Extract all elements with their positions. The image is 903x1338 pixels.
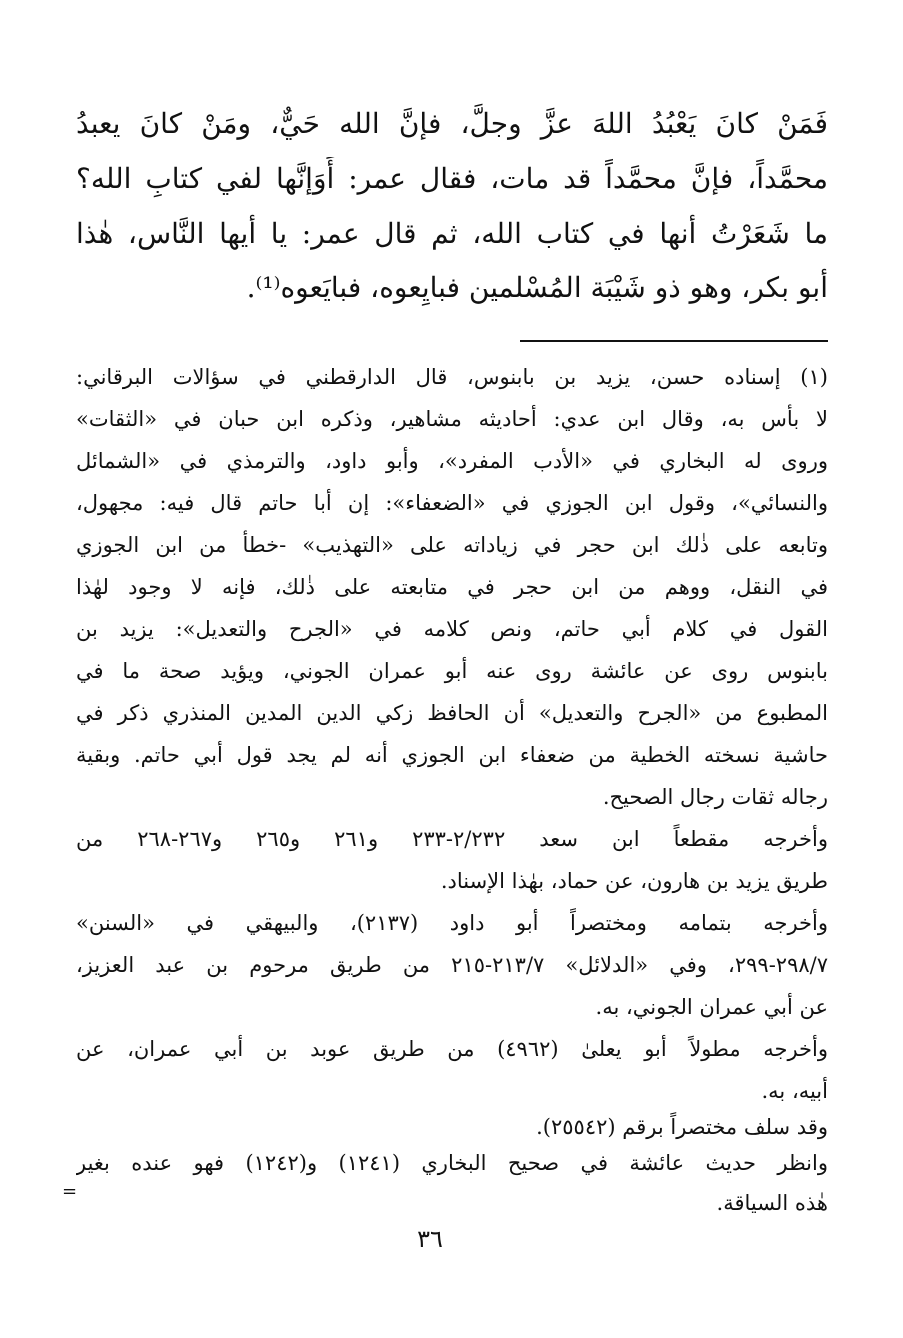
footnote-line: وتابعه على ذٰلك ابن حجر في زياداته على «التهذيب» -خطأ من ابن الجوزي	[76, 533, 828, 557]
footnote-separator	[520, 340, 828, 342]
footnote-line: ٢٩٨/٧-٢٩٩، وفي «الدلائل» ٢١٣/٧-٢١٥ من طريق مرحوم بن عبد العزيز،	[76, 953, 828, 977]
footnote-line: عن أبي عمران الجوني، به.	[595, 995, 828, 1019]
footnote-line: وأخرجه مقطعاً ابن سعد ٢/٢٣٢-٢٣٣ و٢٦١ و٢٦٥ و٢٦٧-٢٦٨ من	[76, 827, 828, 851]
footnote-line: لا بأس به، وقال ابن عدي: أحاديثه مشاهير، وذكره ابن حبان في «الثقات»	[76, 407, 828, 431]
footnote-line: والنسائي»، وقول ابن الجوزي في «الضعفاء»: إن أبا حاتم قال فيه: مجهول،	[76, 491, 828, 515]
footnote-line: طريق يزيد بن هارون، عن حماد، بهٰذا الإسناد.	[440, 869, 828, 893]
main-text-line: ما شَعَرْتُ أنها في كتاب الله، ثم قال عمر: يا أيها النَّاس، هٰذا	[76, 217, 828, 250]
main-text-line: أبو بكر، وهو ذو شَيْبَة المُسْلمين فبايِعوه، فبايَعوه⁽¹⁾.	[246, 271, 828, 304]
main-text-line: محمَّداً، فإنَّ محمَّداً قد مات، فقال عمر: أَوَإنَّها لفي كتابِ الله؟	[76, 162, 828, 195]
footnote-line: القول في كلام أبي حاتم، ونص كلامه في «الجرح والتعديل»: يزيد بن	[76, 617, 828, 641]
page-number: ٣٦	[417, 1225, 443, 1253]
footnote-line: حاشية نسخته الخطية من ضعفاء ابن الجوزي أنه لم يجد قول أبي حاتم. وبقية	[76, 743, 828, 767]
footnote-line: أبيه، به.	[761, 1079, 828, 1103]
footnote-line: وروى له البخاري في «الأدب المفرد»، وأبو داود، والترمذي في «الشمائل	[76, 449, 828, 473]
footnote-line: وأخرجه مطولاً أبو يعلىٰ (٤٩٦٢) من طريق عوبد بن أبي عمران، عن	[76, 1037, 828, 1061]
main-text-line: فَمَنْ كانَ يَعْبُدُ اللهَ عزَّ وجلَّ، فإنَّ الله حَيٌّ، ومَنْ كانَ يعبدُ	[76, 107, 828, 140]
footnote-line: هٰذه السياقة.	[716, 1191, 828, 1215]
footnote-line: (١) إسناده حسن، يزيد بن بابنوس، قال الدارقطني في سؤالات البرقاني:	[76, 365, 828, 389]
footnote-line: في النقل، ووهم من ابن حجر في متابعته على ذٰلك، فإنه لا وجود لهٰذا	[76, 575, 828, 599]
footnote-line: رجاله ثقات رجال الصحيح.	[602, 785, 828, 809]
footnote-line: وانظر حديث عائشة في صحيح البخاري (١٢٤١) و(١٢٤٢) فهو عنده بغير	[76, 1151, 828, 1175]
continuation-mark: =	[62, 1181, 78, 1202]
footnote-line: وأخرجه بتمامه ومختصراً أبو داود (٢١٣٧)، والبيهقي في «السنن»	[76, 911, 828, 935]
footnote-line: وقد سلف مختصراً برقم (٢٥٥٤٢).	[536, 1115, 828, 1139]
footnote-line: بابنوس روى عن عائشة روى عنه أبو عمران الجوني، ويؤيد صحة ما في	[76, 659, 828, 683]
footnote-line: المطبوع من «الجرح والتعديل» أن الحافظ زكي الدين المدين المنذري ذكر في	[76, 701, 828, 725]
